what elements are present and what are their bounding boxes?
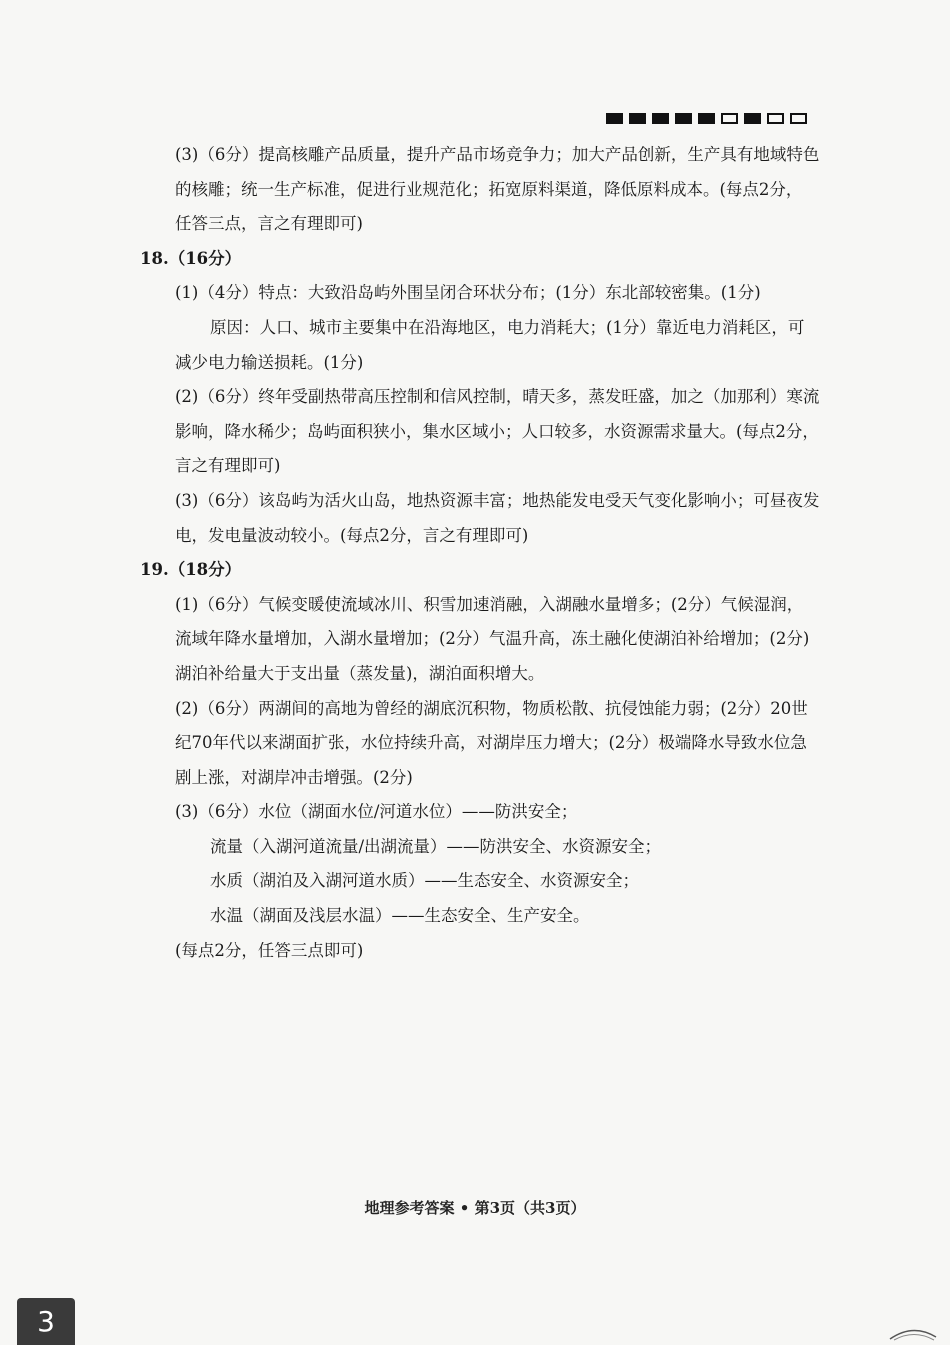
- answer-content: [140, 138, 830, 968]
- filled-square-icon: [606, 113, 623, 124]
- answer-line: 影响，降水稀少；岛屿面积狭小，集水区域小；人口较多，水资源需求量大。(每点2分，: [175, 421, 819, 441]
- empty-square-icon: [790, 113, 807, 124]
- answer-line: (3)（6分）该岛屿为活火山岛，地热资源丰富；地热能发电受天气变化影响小；可昼夜发: [175, 490, 820, 510]
- answer-line: 言之有理即可): [175, 456, 281, 476]
- empty-square-icon: [767, 113, 784, 124]
- answer-line: 纪70年代以来湖面扩张，水位持续升高，对湖岸压力增大；(2分）极端降水导致水位急: [175, 733, 807, 753]
- answer-line: (1)（4分）特点：大致沿岛屿外围呈闭合环状分布；(1分）东北部较密集。(1分): [175, 283, 761, 303]
- page-number-badge[interactable]: 3: [17, 1298, 75, 1345]
- answer-line: (3)（6分）提高核雕产品质量，提升产品市场竞争力；加大产品创新，生产具有地域特色: [175, 145, 820, 164]
- filled-square-icon: [652, 113, 669, 124]
- answer-line: 减少电力输送损耗。(1分): [175, 352, 364, 372]
- answer-line: (2)（6分）两湖间的高地为曾经的湖底沉积物，物质松散、抗侵蚀能力弱；(2分）20世: [175, 698, 808, 718]
- filled-square-icon: [629, 113, 646, 124]
- filled-square-icon: [675, 113, 692, 124]
- answer-line: 湖泊补给量大于支出量（蒸发量)，湖泊面积增大。: [175, 663, 545, 683]
- empty-square-icon: [721, 113, 738, 124]
- filled-square-icon: [744, 113, 761, 124]
- answer-line: 水温（湖面及浅层水温）——生态安全、生产安全。: [210, 906, 590, 926]
- question-number: 18.（16分）: [140, 248, 242, 268]
- answer-line: 流量（入湖河道流量/出湖流量）——防洪安全、水资源安全；: [210, 836, 662, 856]
- page-footer: 地理参考答案 • 第3页（共3页）: [364, 1199, 586, 1217]
- answer-line: 电，发电量波动较小。(每点2分，言之有理即可): [175, 525, 529, 545]
- page-curl-icon: [888, 1323, 938, 1341]
- filled-square-icon: [698, 113, 715, 124]
- answer-line: (每点2分，任答三点即可): [175, 940, 364, 960]
- answer-line: 任答三点，言之有理即可): [175, 214, 363, 234]
- header-marks: [606, 113, 807, 124]
- answer-line: 剧上涨，对湖岸冲击增强。(2分): [175, 767, 413, 787]
- answer-line: (1)（6分）气候变暖使流域冰川、积雪加速消融，入湖融水量增多；(2分）气候湿润，: [175, 594, 804, 614]
- answer-line: 的核雕；统一生产标准，促进行业规范化；拓宽原料渠道，降低原料成本。(每点2分，: [175, 179, 803, 199]
- answer-line: 原因：人口、城市主要集中在沿海地区，电力消耗大；(1分）靠近电力消耗区，可: [210, 317, 805, 337]
- answer-line: 水质（湖泊及入湖河道水质）——生态安全、水资源安全；: [210, 871, 639, 891]
- answer-line: 流域年降水量增加，入湖水量增加；(2分）气温升高，冻土融化使湖泊补给增加；(2分): [175, 629, 810, 649]
- answer-line: (2)（6分）终年受副热带高压控制和信风控制，晴天多，蒸发旺盛，加之（加那利）寒流: [175, 387, 820, 407]
- answer-line: (3)（6分）水位（湖面水位/河道水位）——防洪安全；: [175, 802, 578, 822]
- question-number: 19.（18分）: [140, 560, 242, 580]
